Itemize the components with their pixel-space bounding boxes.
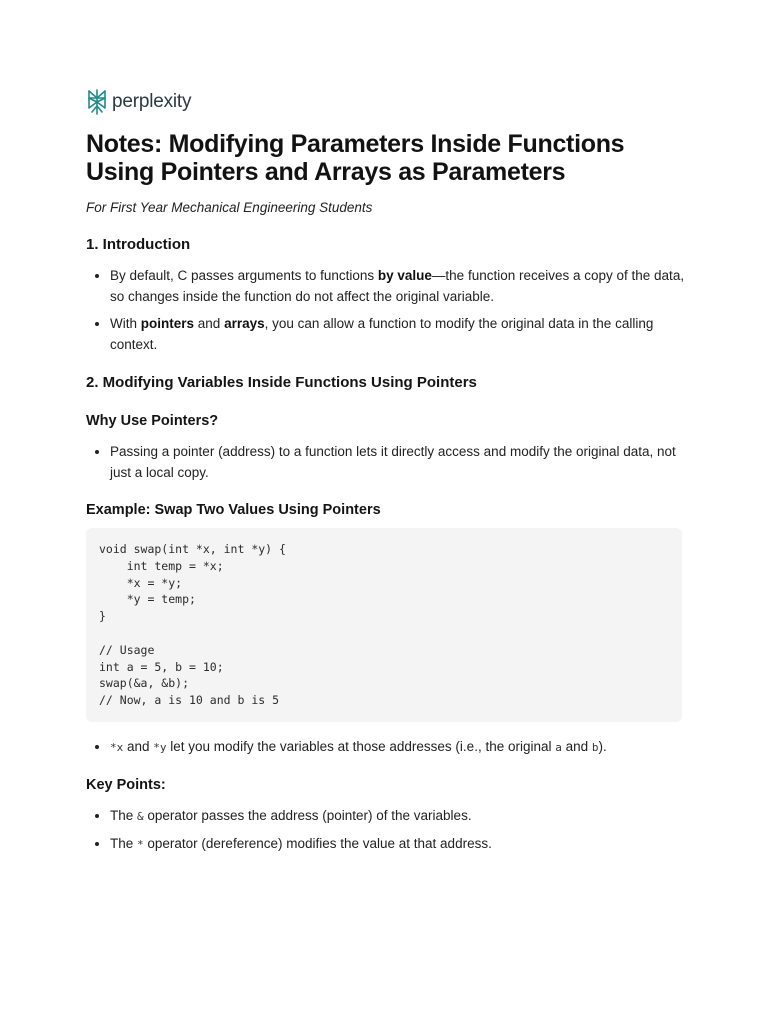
text-span: With xyxy=(110,316,141,331)
text-span: The xyxy=(110,835,138,851)
intro-bullet-1 xyxy=(110,265,686,307)
code-block[interactable]: void swap(int *x, int *y) { int temp = *x; *x = *y; *y = temp; } // Usage int a = 5, b = 10; swap(&a, &b); // Now, a is 10 and b is 5 xyxy=(86,528,682,722)
page-subtitle: For First Year Mechanical Engineering Students xyxy=(86,200,373,215)
bold-span: by value xyxy=(377,268,432,283)
why-pointers-list xyxy=(86,441,686,483)
inline-code: *x xyxy=(110,740,124,754)
intro-heading: 1. Introduction xyxy=(86,236,191,253)
text-span: operator passes the address (pointer) of the variables. xyxy=(143,807,472,823)
inline-code: b xyxy=(591,740,599,754)
text-span: —the function receives a copy of the data, so changes inside the function do not affect the original variable. xyxy=(110,268,685,304)
after-code-list xyxy=(86,736,686,758)
text-span: By default, C passes arguments to functions xyxy=(110,268,378,283)
key-point-2 xyxy=(110,833,686,855)
page-title xyxy=(86,130,686,186)
key-points-heading: Key Points: xyxy=(86,776,166,793)
inline-code: * xyxy=(137,837,144,851)
title-line-1: Notes: Modifying Parameters Inside Functions xyxy=(86,130,625,158)
document-page xyxy=(86,88,686,855)
text-span: operator (dereference) modifies the value at that address. xyxy=(143,835,492,851)
text-span: ). xyxy=(598,738,607,754)
inline-code: a xyxy=(555,740,562,754)
why-pointers-heading: Why Use Pointers? xyxy=(86,413,219,429)
bold-span: arrays xyxy=(224,316,265,331)
text-span: , you can allow a function to modify the original data in the calling context. xyxy=(110,316,654,352)
brand-logo xyxy=(86,88,686,116)
bold-span: pointers xyxy=(140,316,195,331)
text-span: and xyxy=(123,738,154,754)
key-points-list xyxy=(86,805,686,855)
key-point-1 xyxy=(110,805,686,827)
intro-list xyxy=(86,265,686,355)
text-span: and xyxy=(561,738,592,754)
text-span: let you modify the variables at those addresses (i.e., the original xyxy=(166,738,556,754)
perplexity-logo-icon xyxy=(86,89,108,115)
intro-bullet-2 xyxy=(110,313,686,355)
after-code-bullet xyxy=(110,736,686,758)
inline-code: & xyxy=(137,809,144,823)
why-pointers-bullet: • Passing a pointer (address) to a function lets it directly access and modify the original data, not just a local copy. xyxy=(110,441,686,483)
example-heading: Example: Swap Two Values Using Pointers xyxy=(86,502,381,518)
text-span: and xyxy=(194,316,225,331)
text-span: The xyxy=(110,807,138,823)
inline-code: *y xyxy=(153,740,167,754)
brand-name: perplexity xyxy=(112,91,192,112)
section2-heading: 2. Modifying Variables Inside Functions Using Pointers xyxy=(86,374,477,391)
title-line-2: Using Pointers and Arrays as Parameters xyxy=(86,158,566,186)
